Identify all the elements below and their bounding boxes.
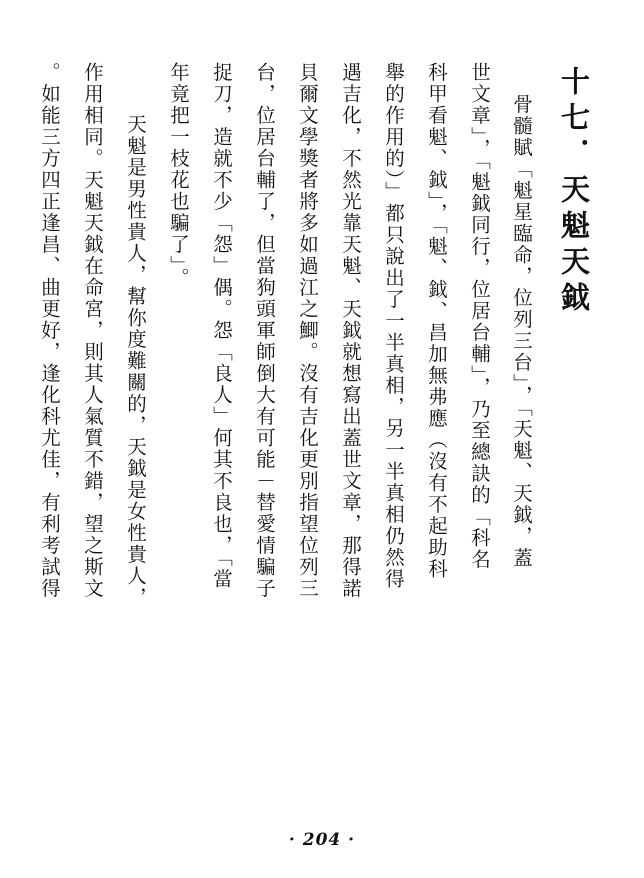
section-title: 十七．天魁天鉞 <box>557 66 591 318</box>
text-column-4: 舉的作用的）」都只說出了一半真相，另一半真相仍然得 <box>382 62 405 590</box>
text-column-7: 台，位居台輔了，但當狗頭軍師倒大有可能－替愛情騙子 <box>253 62 276 600</box>
text-column-10: 天魁是男性貴人，幫你度難關的，天鉞是女性貴人， <box>124 114 147 609</box>
text-column-6: 貝爾文學獎者將多如過江之鯽。沒有吉化更別指望位列三 <box>296 62 319 600</box>
text-column-8: 捉刀，造就不少「怨」偶。怨「良人」何其不良也，「當 <box>210 62 233 590</box>
page-number: · 204 · <box>288 830 356 850</box>
text-column-1: 骨髓賦「魁星臨命，位列三台」，「天魁、天鉞，蓋 <box>510 94 533 569</box>
text-column-5: 遇吉化，不然光靠天魁、天鉞就想寫出蓋世文章，那得諾 <box>339 62 362 600</box>
text-column-9: 年竟把一枝花也騙了」。 <box>167 62 190 289</box>
text-column-3: 科甲看魁、鉞」，「魁、鉞、昌加無弗應（沒有不起助科 <box>425 62 448 580</box>
text-column-2: 世文章」，「魁鉞同行，位居台輔」，乃至總訣的「科名 <box>468 62 491 571</box>
text-column-12: 。如能三方四正逢昌、曲更好，逢化科尤佳，有利考試得 <box>38 62 61 600</box>
text-column-11: 作用相同。天魁天鉞在命宮，則其人氣質不錯，望之斯文 <box>81 62 104 600</box>
